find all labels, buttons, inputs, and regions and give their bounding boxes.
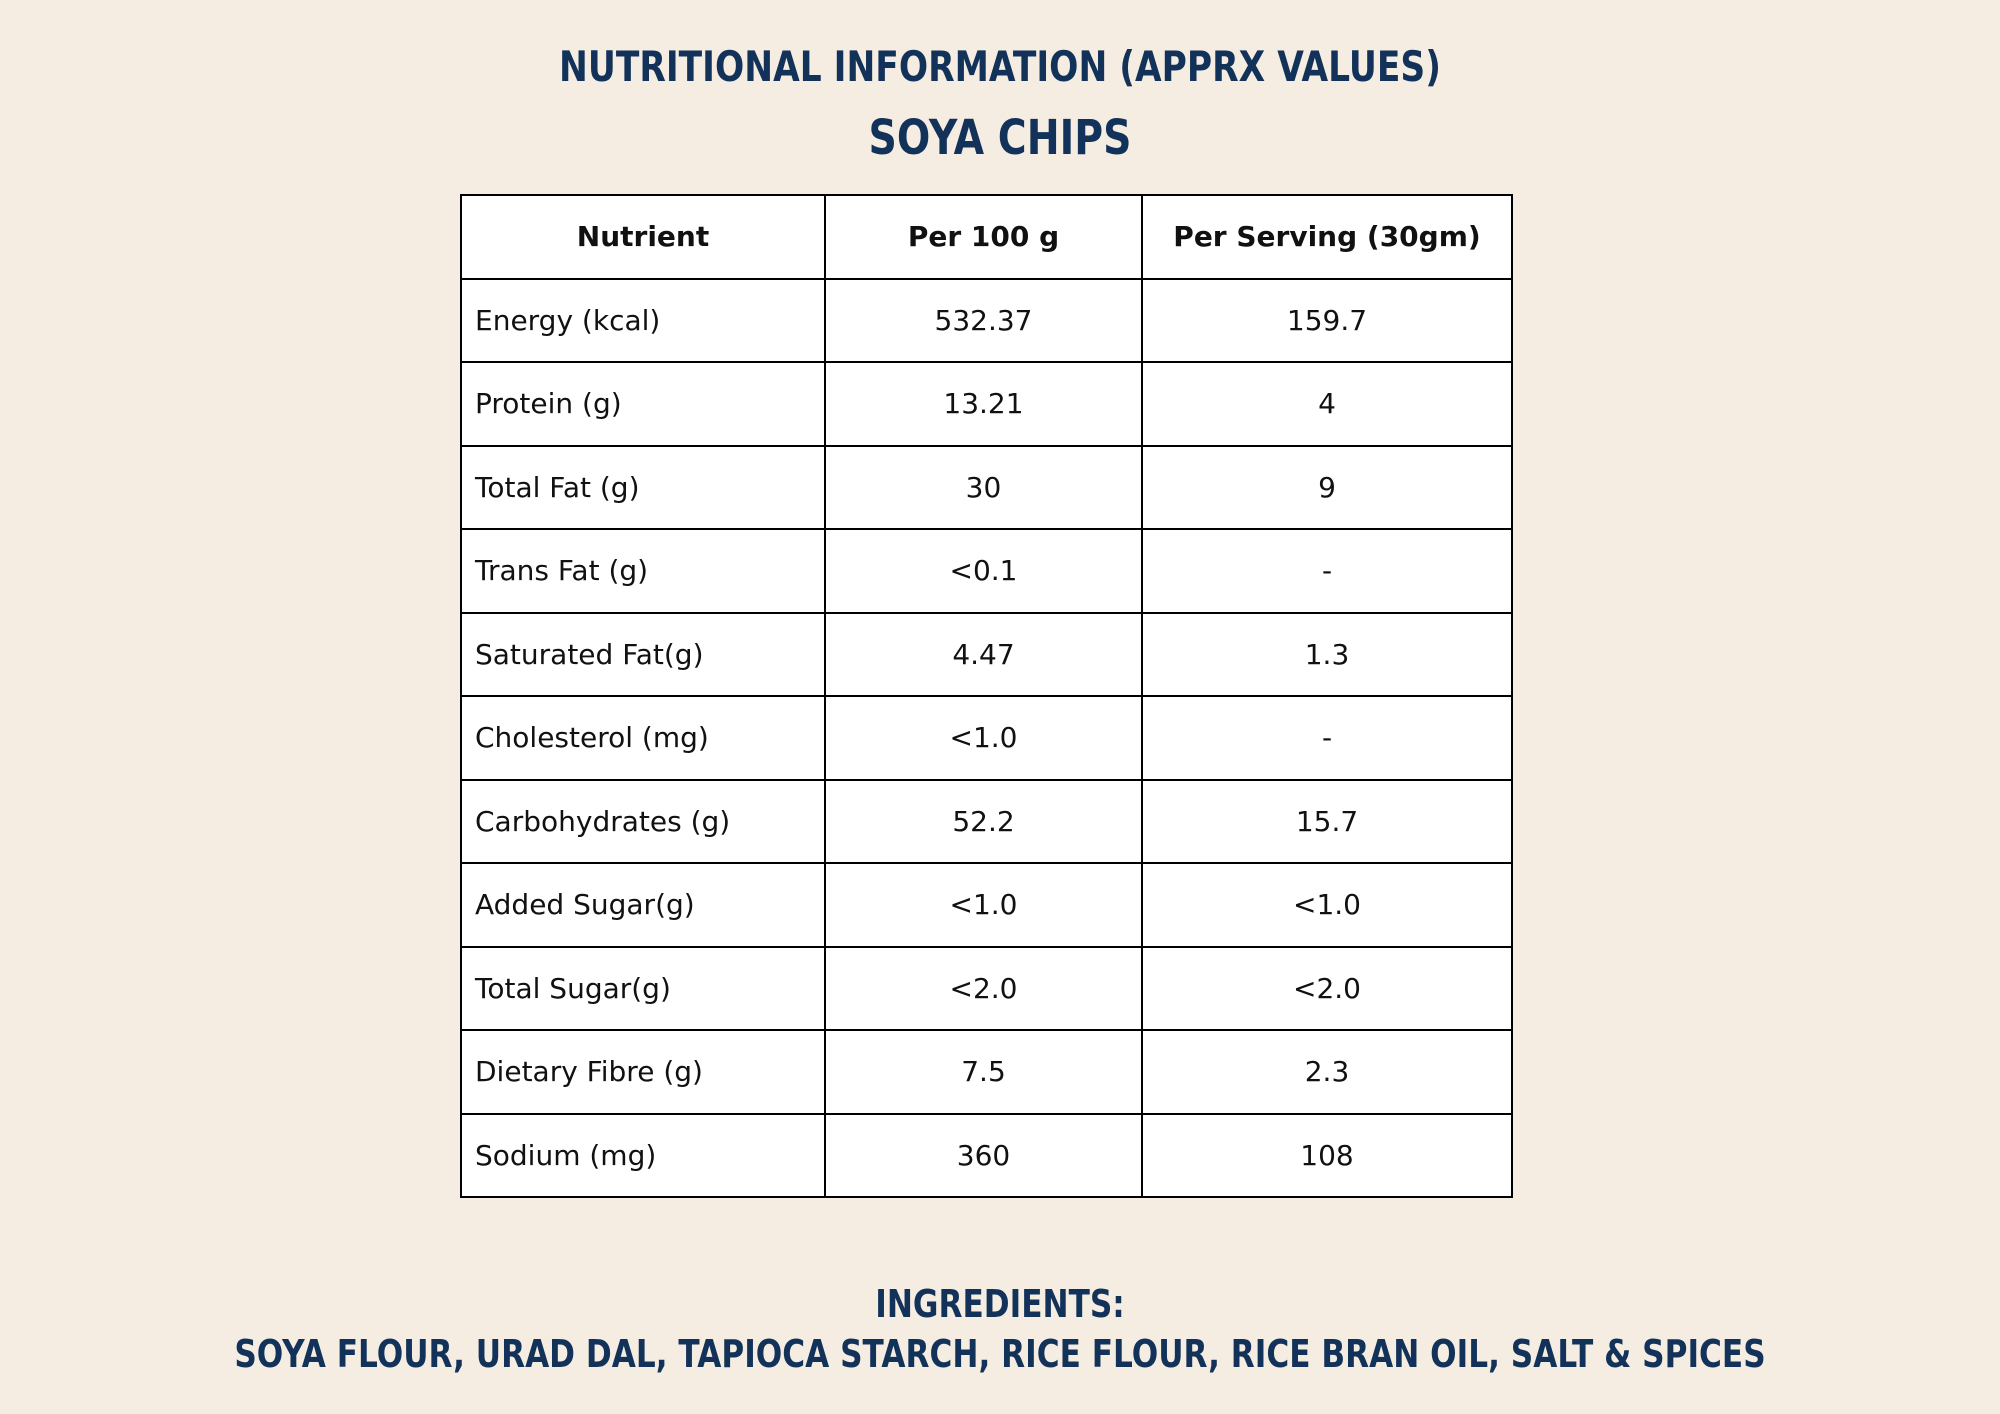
per-serving-value: - [1142, 529, 1512, 613]
table-row [461, 1030, 1512, 1114]
per-serving-value: 108 [1142, 1114, 1512, 1198]
product-name: SOYA CHIPS [868, 110, 1132, 166]
nutrient-name: Cholesterol (mg) [461, 696, 825, 780]
per-100g-value: 7.5 [825, 1030, 1142, 1114]
per-serving-value: 159.7 [1142, 279, 1512, 363]
column-header-per-serving: Per Serving (30gm) [1142, 195, 1512, 279]
table-header-row [461, 195, 1512, 279]
per-100g-value: 13.21 [825, 362, 1142, 446]
per-serving-value: 15.7 [1142, 780, 1512, 864]
table-row [461, 279, 1512, 363]
nutrient-name: Sodium (mg) [461, 1114, 825, 1198]
ingredients-list: SOYA FLOUR, URAD DAL, TAPIOCA STARCH, RICE FLOUR, RICE BRAN OIL, SALT & SPICES [234, 1332, 1766, 1376]
nutrition-table [460, 194, 1513, 1198]
table-row [461, 780, 1512, 864]
nutrient-name: Saturated Fat(g) [461, 613, 825, 697]
table-row [461, 1114, 1512, 1198]
per-serving-value: - [1142, 696, 1512, 780]
table-row [461, 446, 1512, 530]
nutrient-name: Trans Fat (g) [461, 529, 825, 613]
table-row [461, 696, 1512, 780]
nutrient-name: Energy (kcal) [461, 279, 825, 363]
per-serving-value: 1.3 [1142, 613, 1512, 697]
column-header-nutrient: Nutrient [461, 195, 825, 279]
nutrient-name: Dietary Fibre (g) [461, 1030, 825, 1114]
ingredients-label: INGREDIENTS: [875, 1282, 1125, 1326]
per-100g-value: 52.2 [825, 780, 1142, 864]
nutrient-name: Protein (g) [461, 362, 825, 446]
table-row [461, 613, 1512, 697]
table-row [461, 947, 1512, 1031]
per-serving-value: 4 [1142, 362, 1512, 446]
per-100g-value: 4.47 [825, 613, 1142, 697]
table-row [461, 362, 1512, 446]
per-serving-value: <2.0 [1142, 947, 1512, 1031]
table-row [461, 529, 1512, 613]
nutrient-name: Total Sugar(g) [461, 947, 825, 1031]
per-100g-value: <1.0 [825, 696, 1142, 780]
nutrient-name: Carbohydrates (g) [461, 780, 825, 864]
per-100g-value: 532.37 [825, 279, 1142, 363]
nutrient-name: Added Sugar(g) [461, 863, 825, 947]
per-serving-value: 9 [1142, 446, 1512, 530]
per-serving-value: <1.0 [1142, 863, 1512, 947]
table-row [461, 863, 1512, 947]
per-100g-value: 360 [825, 1114, 1142, 1198]
per-100g-value: 30 [825, 446, 1142, 530]
per-100g-value: <0.1 [825, 529, 1142, 613]
per-serving-value: 2.3 [1142, 1030, 1512, 1114]
per-100g-value: <2.0 [825, 947, 1142, 1031]
nutrient-name: Total Fat (g) [461, 446, 825, 530]
per-100g-value: <1.0 [825, 863, 1142, 947]
column-header-per-100g: Per 100 g [825, 195, 1142, 279]
page-title: NUTRITIONAL INFORMATION (APPRX VALUES) [559, 42, 1441, 91]
